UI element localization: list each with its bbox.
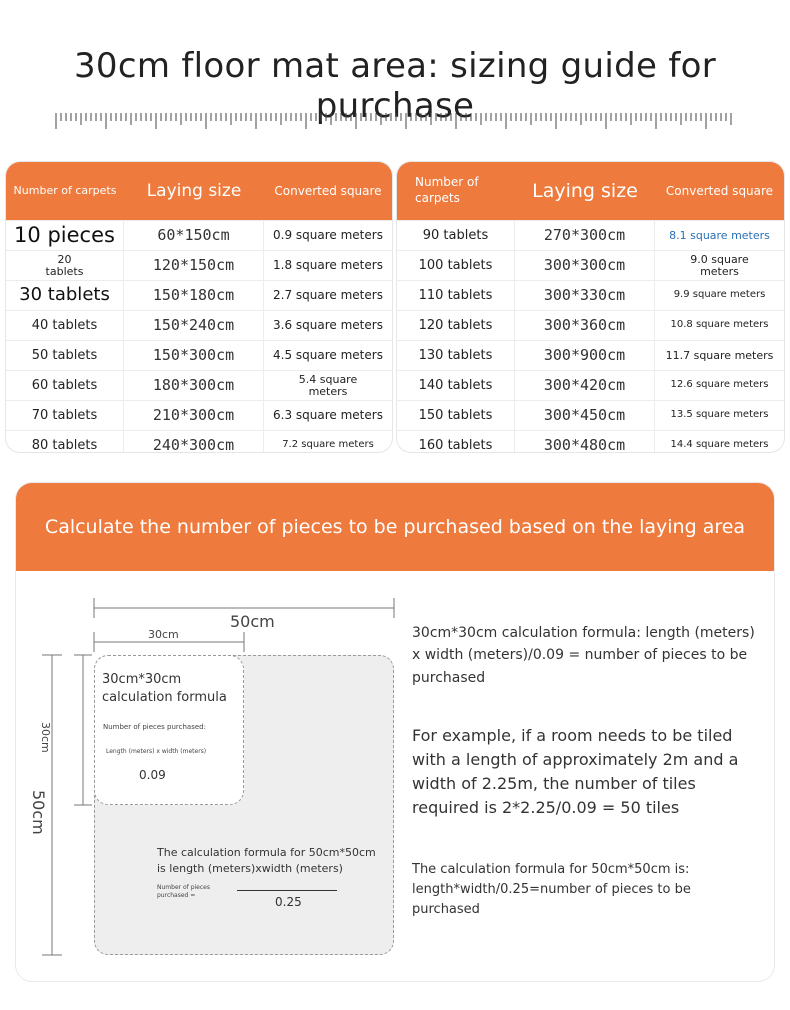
small-formula-denominator: 0.09 bbox=[139, 768, 166, 782]
table-row bbox=[397, 310, 784, 340]
header-size: Laying size bbox=[146, 181, 242, 201]
cell-area: 9.9 square meters bbox=[673, 289, 766, 301]
small-formula-numerator: Length (meters) x width (meters) bbox=[106, 748, 207, 755]
table-row bbox=[6, 430, 392, 452]
table-row bbox=[6, 400, 392, 430]
cell-size: 300*450cm bbox=[515, 401, 655, 430]
cell-count: 110 tablets bbox=[397, 281, 515, 310]
table-row bbox=[6, 310, 392, 340]
cell-size: 180*300cm bbox=[124, 371, 264, 400]
page-title: 30cm floor mat area: sizing guide for purchase bbox=[74, 46, 716, 126]
size-table-left bbox=[6, 162, 392, 452]
cell-area: 13.5 square meters bbox=[670, 409, 769, 421]
cell-area: 2.7 square meters bbox=[273, 288, 383, 303]
table-row bbox=[6, 280, 392, 310]
dim-30-side: 30cm bbox=[39, 722, 52, 753]
header-count: Number of carpets bbox=[415, 175, 479, 205]
cell-area: 7.2 square meters bbox=[282, 439, 374, 451]
table-body bbox=[397, 220, 784, 452]
cell-size: 300*300cm bbox=[515, 251, 655, 280]
formula-text-50cm: The calculation formula for 50cm*50cm is: length*width/0.25=number of pieces to be purchased bbox=[412, 862, 691, 918]
header-count: Number of carpets bbox=[13, 183, 117, 197]
cell-count: 120 tablets bbox=[397, 311, 515, 340]
cell-area: 11.7 square meters bbox=[665, 348, 774, 362]
header-area: Converted square bbox=[274, 184, 382, 198]
cell-count: 100 tablets bbox=[397, 251, 515, 280]
header-size: Laying size bbox=[532, 180, 638, 202]
cell-area: 6.3 square meters bbox=[273, 408, 383, 423]
table-row bbox=[6, 370, 392, 400]
fraction-bar bbox=[237, 890, 337, 891]
cell-count: 10 pieces bbox=[6, 221, 124, 250]
cell-count: 70 tablets bbox=[6, 401, 124, 430]
big-formula-label: Number of pieces purchased = bbox=[157, 884, 210, 899]
table-header bbox=[6, 162, 392, 220]
size-table-right bbox=[397, 162, 784, 452]
table-row bbox=[397, 280, 784, 310]
cell-count: 140 tablets bbox=[397, 371, 515, 400]
cell-count: 50 tablets bbox=[6, 341, 124, 370]
cell-size: 300*330cm bbox=[515, 281, 655, 310]
table-row bbox=[397, 340, 784, 370]
big-formula-denominator: 0.25 bbox=[275, 895, 302, 909]
ruler-graphic bbox=[55, 113, 735, 131]
cell-area: 12.6 square meters bbox=[670, 379, 769, 391]
cell-area: 9.0 square meters bbox=[690, 252, 749, 278]
table-row bbox=[397, 370, 784, 400]
example-text: For example, if a room needs to be tiled with a length of approximately 2m and a width of 2.25m, the number of tiles required is 2*2.25/0.09 = 50 tiles bbox=[412, 726, 739, 817]
table-row bbox=[397, 430, 784, 452]
small-formula-label: Number of pieces purchased: bbox=[103, 723, 206, 731]
calculation-heading: Calculate the number of pieces to be purchased based on the laying area bbox=[16, 483, 774, 571]
cell-size: 150*240cm bbox=[124, 311, 264, 340]
cell-area: 8.1 square meters bbox=[669, 228, 770, 242]
cell-count: 150 tablets bbox=[397, 401, 515, 430]
dim-50-side: 50cm bbox=[29, 790, 48, 835]
cell-count: 40 tablets bbox=[6, 311, 124, 340]
table-body bbox=[6, 220, 392, 452]
small-formula-title: 30cm*30cm calculation formula bbox=[102, 672, 227, 705]
table-row bbox=[6, 250, 392, 280]
cell-size: 210*300cm bbox=[124, 401, 264, 430]
cell-area: 14.4 square meters bbox=[670, 439, 769, 451]
cell-count: 130 tablets bbox=[397, 341, 515, 370]
dim-30-top: 30cm bbox=[148, 628, 179, 641]
cell-size: 150*180cm bbox=[124, 281, 264, 310]
dim-50-top: 50cm bbox=[230, 612, 275, 631]
cell-size: 240*300cm bbox=[124, 431, 264, 452]
cell-area: 4.5 square meters bbox=[273, 348, 383, 363]
cell-area: 0.9 square meters bbox=[273, 228, 383, 243]
cell-area: 1.8 square meters bbox=[273, 258, 383, 273]
cell-size: 300*360cm bbox=[515, 311, 655, 340]
cell-size: 300*900cm bbox=[515, 341, 655, 370]
table-row bbox=[6, 220, 392, 250]
formula-text-30cm: 30cm*30cm calculation formula: length (meters) x width (meters)/0.09 = number of pieces to be purchased bbox=[412, 625, 755, 686]
cell-count: 20 tablets bbox=[6, 251, 124, 280]
table-header bbox=[397, 162, 784, 220]
cell-area: 5.4 square meters bbox=[298, 372, 358, 398]
big-formula-title: The calculation formula for 50cm*50cm is length (meters)xwidth (meters) bbox=[157, 846, 376, 875]
cell-size: 300*480cm bbox=[515, 431, 655, 452]
table-row bbox=[397, 400, 784, 430]
table-row bbox=[397, 220, 784, 250]
cell-count: 160 tablets bbox=[397, 431, 515, 452]
table-row bbox=[6, 340, 392, 370]
cell-size: 270*300cm bbox=[515, 221, 655, 250]
cell-area: 10.8 square meters bbox=[670, 319, 769, 331]
cell-area: 3.6 square meters bbox=[273, 318, 383, 333]
cell-count: 80 tablets bbox=[6, 431, 124, 452]
cell-count: 90 tablets bbox=[397, 221, 515, 250]
cell-size: 300*420cm bbox=[515, 371, 655, 400]
cell-size: 60*150cm bbox=[124, 221, 264, 250]
cell-size: 150*300cm bbox=[124, 341, 264, 370]
cell-size: 120*150cm bbox=[124, 251, 264, 280]
cell-count: 60 tablets bbox=[6, 371, 124, 400]
header-area: Converted square bbox=[665, 184, 774, 198]
cell-count: 30 tablets bbox=[6, 281, 124, 310]
table-row bbox=[397, 250, 784, 280]
